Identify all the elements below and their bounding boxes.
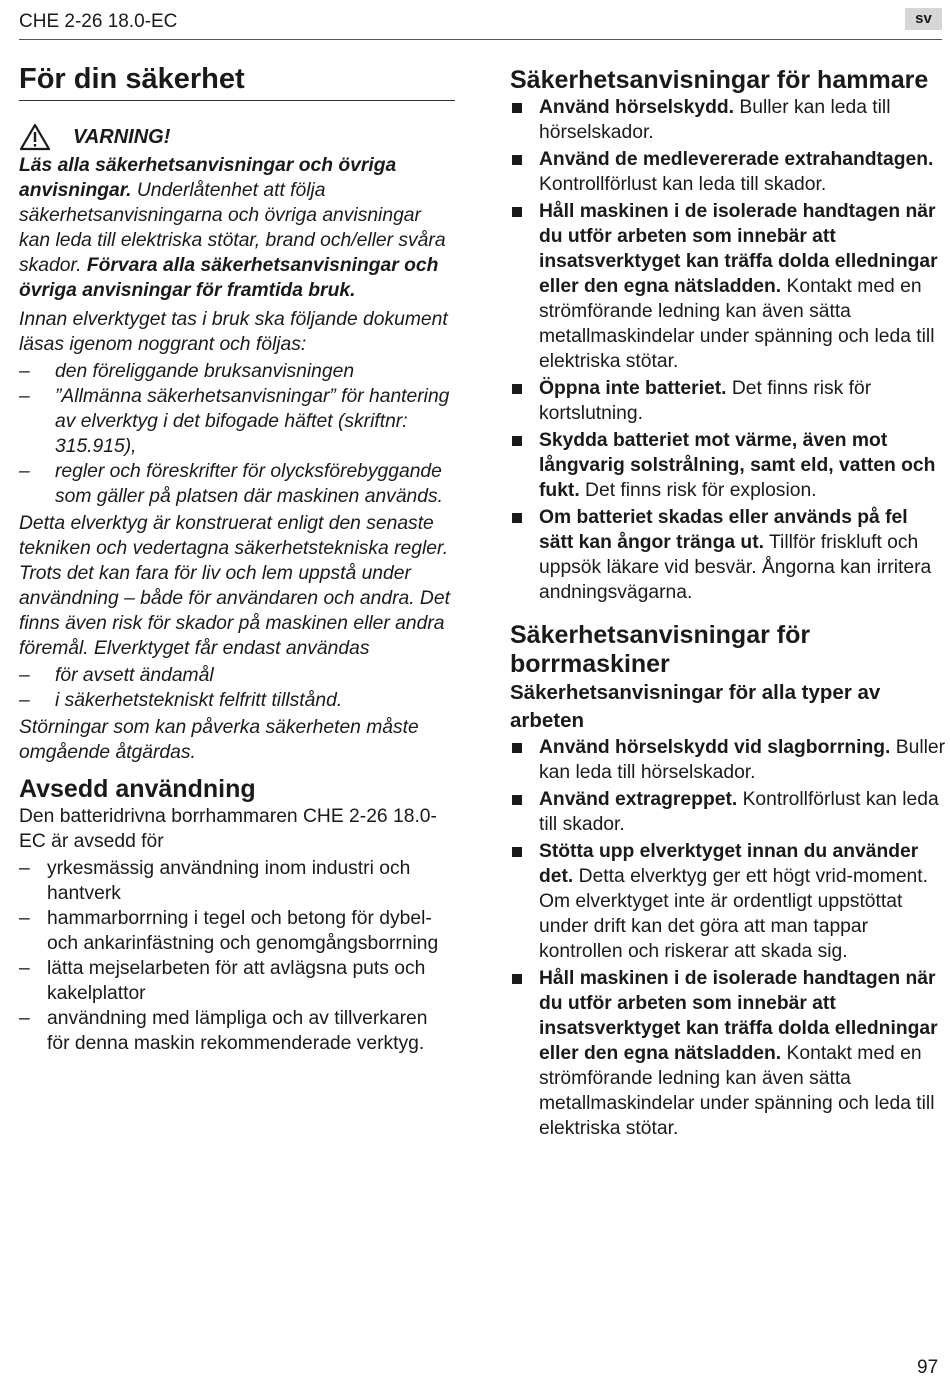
section-title-drills: Säkerhetsanvisningar för borrmaskiner [510,621,811,678]
warning-text-1: Underlåtenhet att följa säkerhetsanvisningarna och övriga anvisningar kan leda till elektriska stötar, brand och/eller svåra skador. [19,180,446,276]
list-item-text: den föreliggande bruksanvisningen [55,361,355,382]
bullet-item [510,199,946,374]
warning-label: VARNING! [73,125,171,148]
list-item [19,688,455,713]
list-item-text: yrkesmässig användning inom industri och hantverk [47,858,411,904]
dash-marker: – [19,461,30,482]
bullet-item [510,147,946,197]
list-item-text: för avsett ändamål [55,665,214,686]
bullet-bold-text: Stötta upp elverktyget innan du använder det. [539,841,919,887]
warning-bold-2: Förvara alla säkerhetsanvisningar och övriga anvisningar för framtida bruk. [19,255,439,301]
design-paragraph: Detta elverktyg är konstruerat enligt den senaste tekniken och vedertagna säkerhetstekniska regler. Trots det kan fara för liv och lem uppstå under användning – både för användaren och andra. Det finns även risk för skador på maskinen eller andra föremål. Elverktyget får endast användas [19,513,450,659]
intended-use-list [19,856,455,1056]
list-item [19,663,455,688]
bullet-text: Kontrollförlust kan leda till skador. [539,789,939,835]
bullet-item [510,428,946,503]
dash-marker: – [19,958,30,979]
list-item-text: ”Allmänna säkerhetsanvisningar” för hantering av elverktyg i det bifogade häftet (skriftnr: 315.915), [55,386,450,457]
bullet-text: Det finns risk för kortslutning. [539,378,872,424]
bullet-bold-text: Använd de medlevererade extrahandtagen. [539,149,934,170]
bullet-item [510,735,946,785]
warning-bold-1: Läs alla säkerhetsanvisningar och övriga anvisningar. [19,155,397,201]
bullet-item [510,966,946,1141]
bullet-text: Detta elverktyg ger ett högt vrid-moment. Om elverktyget inte är ordentligt uppstöttat under drift kan det göra att man tappar kontrollen och riskerar att skada sig. [539,866,928,962]
bullet-bold-text: Använd hörselskydd. [539,97,735,118]
bullet-bold-text: Håll maskinen i de isolerade handtagen när du utför arbeten som innebär att insatsverktyget kan träffa dolda elledningar eller den egna nätsladden. [539,201,938,297]
square-bullet-icon [512,513,522,523]
right-column [510,66,946,1143]
list-item [19,359,455,384]
square-bullet-icon [512,436,522,446]
required-documents-list [19,359,455,509]
square-bullet-icon [512,847,522,857]
hammer-safety-list [510,95,946,605]
drill-safety-list [510,735,946,1141]
list-item [19,856,455,906]
dash-marker: – [19,690,30,711]
square-bullet-icon [512,743,522,753]
list-item [19,956,455,1006]
bullet-text: Kontrollförlust kan leda till skador. [539,174,827,195]
bullet-bold-text: Öppna inte batteriet. [539,378,727,399]
header-divider [19,39,942,40]
square-bullet-icon [512,207,522,217]
left-column [19,60,455,1058]
bullet-item [510,839,946,964]
bullet-text: Det finns risk för explosion. [579,480,817,501]
dash-marker: – [19,361,30,382]
list-item-text: hammarborrning i tegel och betong för dybel- och ankarinfästning och genomgångsborrning [47,908,439,954]
fault-paragraph: Störningar som kan påverka säkerheten måste omgående åtgärdas. [19,717,419,763]
dash-marker: – [19,858,30,879]
bullet-bold-text: Om batteriet skadas eller används på fel sätt kan ångor tränga ut. [539,507,908,553]
bullet-item [510,376,946,426]
list-item-text: användning med lämpliga och av tillverkaren för denna maskin rekommenderade verktyg. [47,1008,428,1054]
section-title-hammer: Säkerhetsanvisningar för hammare [510,66,929,94]
section-title-safety: För din säkerhet [19,60,455,101]
warning-paragraph [19,153,455,303]
usage-conditions-list [19,663,455,713]
intro-paragraph: Innan elverktyget tas i bruk ska följande dokument läsas igenom noggrant och följas: [19,309,448,355]
bullet-text: Tillför friskluft och uppsök läkare vid besvär. Ångorna kan irritera andningsvägarna. [539,532,932,603]
square-bullet-icon [512,155,522,165]
list-item-text: lätta mejselarbeten för att avlägsna puts och kakelplattor [47,958,426,1004]
list-item-text: i säkerhetstekniskt felfritt tillstånd. [55,690,343,711]
bullet-bold-text: Använd hörselskydd vid slagborrning. [539,737,891,758]
bullet-text: Buller kan leda till hörselskador. [539,97,891,143]
list-item [19,906,455,956]
bullet-bold-text: Skydda batteriet mot värme, även mot långvarig solstrålning, samt eld, vatten och fukt. [539,430,936,501]
square-bullet-icon [512,795,522,805]
bullet-text: Buller kan leda till hörselskador. [539,737,946,783]
dash-marker: – [19,908,30,929]
warning-heading [19,121,455,153]
list-item-text: regler och föreskrifter för olycksförebyggande som gäller på platsen där maskinen används. [55,461,443,507]
square-bullet-icon [512,384,522,394]
bullet-text: Kontakt med en strömförande ledning kan även sätta metallmaskindelar under spänning och leda till elektriska stötar. [539,276,935,372]
bullet-item [510,95,946,145]
square-bullet-icon [512,974,522,984]
intended-intro: Den batteridrivna borrhammaren CHE 2-26 18.0-EC är avsedd för [19,806,437,852]
square-bullet-icon [512,103,522,113]
bullet-item [510,787,946,837]
dash-marker: – [19,1008,30,1029]
list-item [19,459,455,509]
bullet-item [510,505,946,605]
dash-marker: – [19,386,30,407]
bullet-bold-text: Håll maskinen i de isolerade handtagen när du utför arbeten som innebär att insatsverktyget kan träffa dolda elledningar eller den egna nätsladden. [539,968,938,1064]
page-number: 97 [917,1357,939,1378]
bullet-bold-text: Använd extragreppet. [539,789,738,810]
list-item [19,1006,455,1056]
warning-triangle-icon [19,123,51,151]
document-title: CHE 2-26 18.0-EC [19,11,178,32]
language-badge: sv [905,8,942,30]
section-title-intended-use: Avsedd användning [19,775,256,803]
bullet-text: Kontakt med en strömförande ledning kan även sätta metallmaskindelar under spänning och leda till elektriska stötar. [539,1043,935,1139]
list-item [19,384,455,459]
dash-marker: – [19,665,30,686]
drill-subtitle: Säkerhetsanvisningar för alla typer av arbeten [510,681,881,732]
